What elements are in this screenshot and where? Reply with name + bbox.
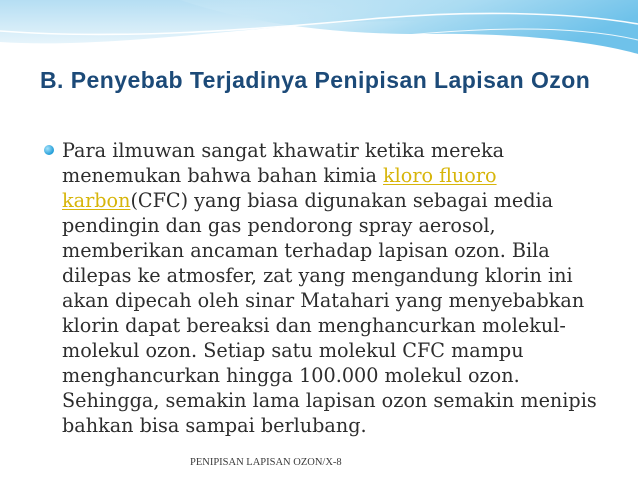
text-segment: molekul ozon. Setiap satu molekul CFC mampu (62, 339, 524, 362)
text-segment: menghancurkan hingga 100.000 molekul ozon. (62, 364, 520, 387)
text-segment: bahkan bisa sampai berlubang. (62, 414, 367, 437)
bullet-text (62, 138, 597, 438)
bullet-text-line (62, 338, 597, 363)
bullet-text-line (62, 263, 597, 288)
text-segment: memberikan ancaman terhadap lapisan ozon. Bila (62, 239, 550, 262)
bullet-text-line (62, 413, 597, 438)
bullet-text-line (62, 313, 597, 338)
bullet-dot-icon (44, 145, 54, 155)
text-segment: Para ilmuwan sangat khawatir ketika mereka (62, 139, 505, 162)
text-segment: (CFC) yang biasa digunakan sebagai media (130, 189, 554, 212)
bullet-text-line (62, 238, 597, 263)
slide-footer: PENIPISAN LAPISAN OZON/X-8 (190, 457, 342, 468)
kloro-fluoro-karbon-link[interactable]: karbon (62, 189, 131, 212)
text-segment: akan dipecah oleh sinar Matahari yang menyebabkan (62, 289, 585, 312)
header-wave-decoration (0, 0, 638, 62)
bullet-text-line (62, 388, 597, 413)
bullet-text-line (62, 363, 597, 388)
text-segment: menemukan bahwa bahan kimia (62, 164, 383, 187)
text-segment: dilepas ke atmosfer, zat yang mengandung klorin ini (62, 264, 573, 287)
bullet-text-line (62, 163, 597, 188)
bullet-text-line (62, 138, 597, 163)
bullet-text-line (62, 213, 597, 238)
bullet-text-line (62, 188, 597, 213)
slide-title: B. Penyebab Terjadinya Penipisan Lapisan Ozon (40, 67, 591, 93)
text-segment: pendingin dan gas pendorong spray aerosol, (62, 214, 496, 237)
text-segment: Sehingga, semakin lama lapisan ozon semakin menipis (62, 389, 597, 412)
kloro-fluoro-karbon-link[interactable]: kloro fluoro (383, 164, 497, 187)
text-segment: klorin dapat bereaksi dan menghancurkan molekul- (62, 314, 566, 337)
bullet-text-line (62, 288, 597, 313)
